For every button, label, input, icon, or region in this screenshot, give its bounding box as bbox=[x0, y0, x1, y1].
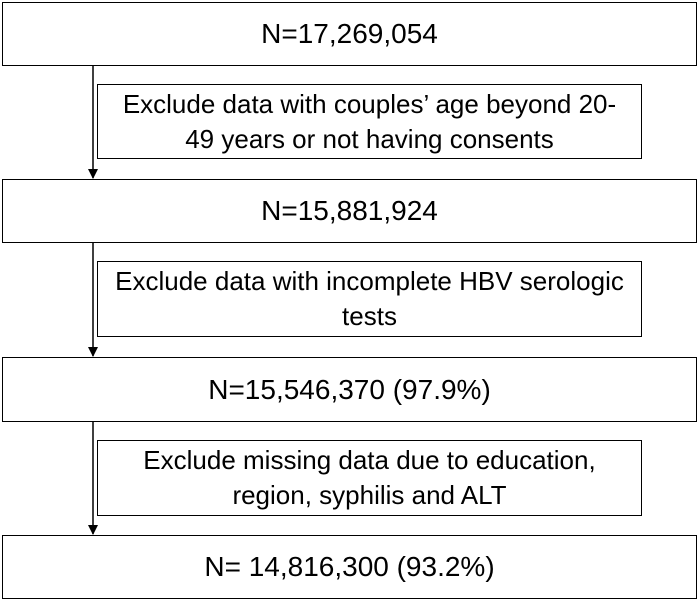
count-box-4 bbox=[2, 535, 697, 599]
count-box-1 bbox=[2, 2, 697, 66]
exclusion-box-1 bbox=[97, 84, 642, 159]
exclusion-text-1-line-2: 49 years or not having consents bbox=[185, 123, 554, 154]
exclusion-text-3-line-1: Exclude missing data due to education, bbox=[143, 445, 596, 475]
exclusion-box-2 bbox=[97, 261, 642, 337]
count-text-1: N=17,269,054 bbox=[261, 18, 438, 49]
exclusion-text-2-line-1: Exclude data with incomplete HBV serologic bbox=[115, 266, 624, 296]
exclusion-text-3-line-2: region, syphilis and ALT bbox=[232, 480, 507, 510]
exclusion-text-2-line-2: tests bbox=[342, 301, 397, 331]
count-text-3: N=15,546,370 (97.9%) bbox=[208, 373, 491, 405]
count-text-4: N= 14,816,300 (93.2%) bbox=[204, 551, 495, 582]
exclusion-text-1-line-1: Exclude data with couples’ age beyond 20- bbox=[122, 88, 617, 119]
count-box-3 bbox=[2, 357, 697, 422]
count-box-2 bbox=[2, 179, 697, 243]
exclusion-box-3 bbox=[97, 440, 642, 516]
count-text-2: N=15,881,924 bbox=[261, 195, 438, 226]
